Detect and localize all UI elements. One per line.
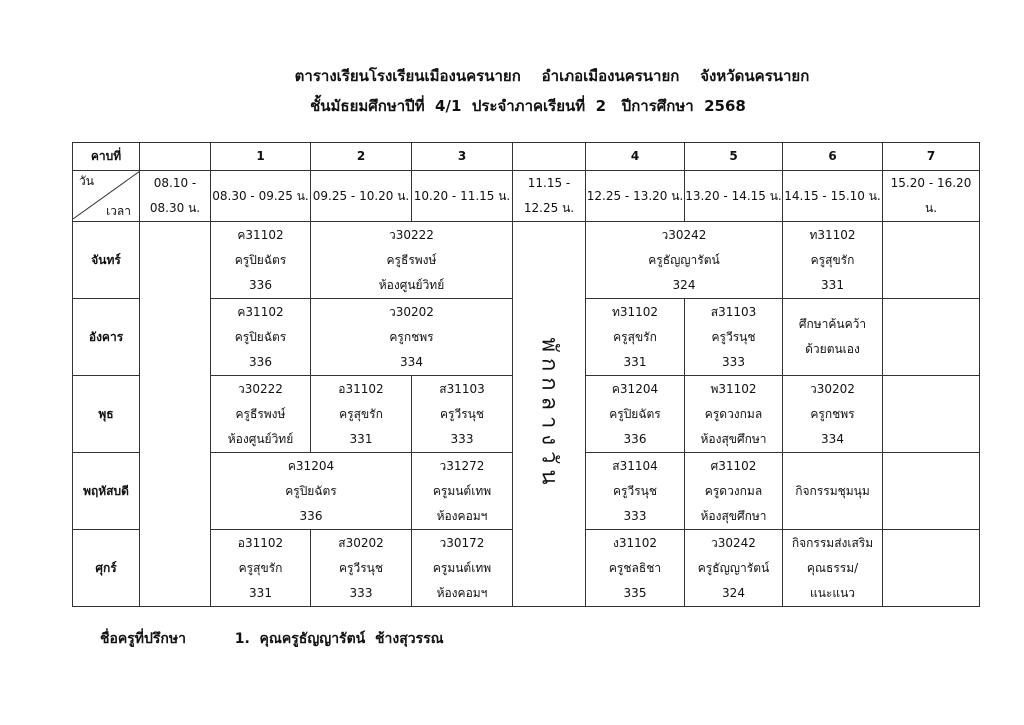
row-monday (73, 222, 980, 299)
class-cell (783, 376, 883, 453)
advisor-label: ชื่อครูที่ปรึกษา (100, 631, 186, 647)
time-period-1: 08.30 - 09.25 น. (211, 171, 311, 222)
period-7-header: 7 (883, 143, 980, 171)
teacher-name: ครูมนต์เทพ (432, 483, 492, 498)
empty-cell (883, 299, 980, 376)
class-cell (685, 376, 783, 453)
day-friday: ศุกร์ (73, 530, 140, 607)
room: ห้องศูนย์วิทย์ (378, 277, 445, 292)
empty-cell (883, 222, 980, 299)
room: 333 (349, 585, 373, 600)
class-cell (586, 530, 685, 607)
room: ห้องสุขศึกษา (700, 508, 767, 523)
schedule-subtitle: ชั้นมัธยมศึกษาปีที่ 4/1 ประจำภาคเรียนที่ 2 ปีการศึกษา 2568 (310, 97, 746, 115)
class-cell (783, 530, 883, 607)
teacher-name: ครูวีรนุช (711, 329, 756, 344)
room: 336 (623, 431, 647, 446)
timetable (72, 142, 980, 607)
teacher-name: ครูปิยฉัตร (609, 406, 661, 421)
lunch-time (513, 171, 586, 222)
class-cell (211, 299, 311, 376)
period-label: คาบที่ (73, 143, 140, 171)
homeroom-time-end: 08.30 น. (149, 201, 201, 215)
class-cell (211, 530, 311, 607)
room: 336 (249, 354, 272, 369)
period-4-header: 4 (586, 143, 685, 171)
homeroom-time-start: 08.10 - (153, 176, 197, 190)
class-cell (685, 299, 783, 376)
subject-code: อ31102 (237, 535, 284, 550)
room: 324 (722, 585, 745, 600)
time-header-row (73, 171, 980, 222)
teacher-name: ครูปิยฉัตร (285, 483, 337, 498)
lunch-label: พักกลางวัน (536, 337, 562, 491)
empty-cell (883, 453, 980, 530)
subject-code: ส30202 (338, 535, 384, 550)
empty-cell (883, 530, 980, 607)
teacher-name: ครูดวงกมล (704, 483, 763, 498)
subject-code: พ31102 (710, 381, 757, 396)
period-1-header: 1 (211, 143, 311, 171)
room: 334 (821, 431, 844, 446)
class-cell (211, 453, 412, 530)
activity-line: ศึกษาค้นคว้า (798, 317, 867, 331)
class-cell (412, 530, 513, 607)
subject-code: ว30202 (810, 381, 855, 396)
advisor-footer (100, 628, 444, 650)
class-cell (586, 376, 685, 453)
room: 334 (400, 354, 423, 369)
teacher-name: ครูสุขรัก (613, 329, 657, 344)
time-period-2: 09.25 - 10.20 น. (311, 171, 412, 222)
time-period-6: 14.15 - 15.10 น. (783, 171, 883, 222)
teacher-name: ครูวีรนุช (612, 483, 657, 498)
subject-code: ค31204 (287, 458, 335, 473)
advisor-name: 1. คุณครูธัญญารัตน์ ช้างสุวรรณ (234, 631, 444, 647)
subject-code: ศ31102 (710, 458, 757, 473)
room: 333 (722, 354, 745, 369)
teacher-name: ครูกชพร (810, 406, 855, 421)
class-cell (586, 453, 685, 530)
subject-code: ว30222 (238, 381, 283, 396)
period-header-row (73, 143, 980, 171)
lunch-time-start: 11.15 - (527, 176, 571, 190)
activity-line: คุณธรรม/ (806, 560, 859, 575)
teacher-name: ครูกชพร (389, 329, 434, 344)
subject-code: ท31102 (611, 304, 659, 319)
subject-code: ส31103 (439, 381, 485, 396)
day-wednesday: พุธ (73, 376, 140, 453)
day-monday: จันทร์ (73, 222, 140, 299)
subject-code: ง31102 (612, 535, 658, 550)
subject-code: ว30242 (661, 227, 707, 242)
period-5-header: 5 (685, 143, 783, 171)
room: ห้องคอมฯ (436, 508, 488, 523)
activity-line: กิจกรรมส่งเสริม (791, 535, 874, 550)
teacher-name: ครูมนต์เทพ (432, 560, 492, 575)
time-label: เวลา (106, 204, 131, 218)
empty-cell (883, 376, 980, 453)
period-6-header: 6 (783, 143, 883, 171)
activity-line: แนะแนว (809, 585, 856, 600)
class-cell (211, 376, 311, 453)
class-cell (311, 376, 412, 453)
room: 333 (450, 431, 474, 446)
period-3-header: 3 (412, 143, 513, 171)
time-period-4: 12.25 - 13.20 น. (586, 171, 685, 222)
room: 336 (249, 277, 272, 292)
lunch-period-cell (513, 143, 586, 171)
day-label: วัน (79, 174, 94, 188)
teacher-name: ครูวีรนุช (338, 560, 383, 575)
subject-code: ว30222 (389, 227, 434, 242)
activity-line: ด้วยตนเอง (805, 342, 860, 356)
room: 331 (821, 277, 844, 292)
homeroom-time (140, 171, 211, 222)
lunch-time-end: 12.25 น. (523, 201, 575, 215)
teacher-name: ครูธีรพงษ์ (235, 406, 286, 421)
class-cell (586, 299, 685, 376)
class-cell (783, 222, 883, 299)
teacher-name: ครูปิยฉัตร (234, 329, 287, 344)
lunch-wrap (513, 222, 585, 606)
room: 333 (623, 508, 647, 523)
class-cell (412, 376, 513, 453)
class-cell (211, 222, 311, 299)
lunch-column (513, 222, 586, 607)
teacher-name: ครูธีรพงษ์ (386, 252, 437, 267)
subject-code: ว31272 (439, 458, 485, 473)
time-period-5: 13.20 - 14.15 น. (685, 171, 783, 222)
teacher-name: ครูสุขรัก (810, 252, 855, 267)
room: ห้องสุขศึกษา (700, 431, 767, 446)
activity-line: กิจกรรมชุมนุม (795, 483, 870, 498)
time-period-7: 15.20 - 16.20 น. (883, 171, 980, 222)
day-tuesday: อังคาร (73, 299, 140, 376)
teacher-name: ครูสุขรัก (339, 406, 383, 421)
teacher-name: ครูวีรนุช (439, 406, 484, 421)
room: ห้องศูนย์วิทย์ (227, 431, 294, 446)
class-cell (311, 222, 513, 299)
room: 335 (623, 585, 647, 600)
subject-code: ว30172 (439, 535, 485, 550)
subject-code: ท31102 (809, 227, 856, 242)
subject-code: ส31103 (710, 304, 757, 319)
room: 331 (349, 431, 373, 446)
subject-code: ค31102 (237, 227, 284, 242)
teacher-name: ครูธัญญารัตน์ (648, 252, 720, 267)
class-cell (783, 453, 883, 530)
class-cell (311, 299, 513, 376)
period-2-header: 2 (311, 143, 412, 171)
schedule-title: ตารางเรียนโรงเรียนเมืองนครนายก อำเภอเมืองนครนายก จังหวัดนครนายก (294, 67, 810, 85)
teacher-name: ครูธัญญารัตน์ (697, 560, 770, 575)
homeroom-column (140, 222, 211, 607)
class-cell (586, 222, 783, 299)
room: 331 (249, 585, 272, 600)
day-thursday: พฤหัสบดี (73, 453, 140, 530)
class-cell (685, 453, 783, 530)
teacher-name: ครูชลธิชา (608, 560, 662, 575)
subject-code: ค31102 (237, 304, 284, 319)
homeroom-period-cell (140, 143, 211, 171)
room: 331 (623, 354, 647, 369)
teacher-name: ครูปิยฉัตร (234, 252, 287, 267)
class-cell (412, 453, 513, 530)
room: 336 (299, 508, 323, 523)
teacher-name: ครูสุขรัก (238, 560, 283, 575)
subject-code: ว30202 (389, 304, 434, 319)
class-cell (783, 299, 883, 376)
teacher-name: ครูดวงกมล (704, 406, 763, 421)
room: ห้องคอมฯ (436, 585, 488, 600)
subject-code: อ31102 (338, 381, 384, 396)
subject-code: ว30242 (711, 535, 756, 550)
class-cell (311, 530, 412, 607)
class-cell (685, 530, 783, 607)
time-period-3: 10.20 - 11.15 น. (412, 171, 513, 222)
room: 324 (672, 277, 696, 292)
subject-code: ค31204 (611, 381, 659, 396)
day-time-corner (73, 171, 140, 222)
subject-code: ส31104 (612, 458, 658, 473)
